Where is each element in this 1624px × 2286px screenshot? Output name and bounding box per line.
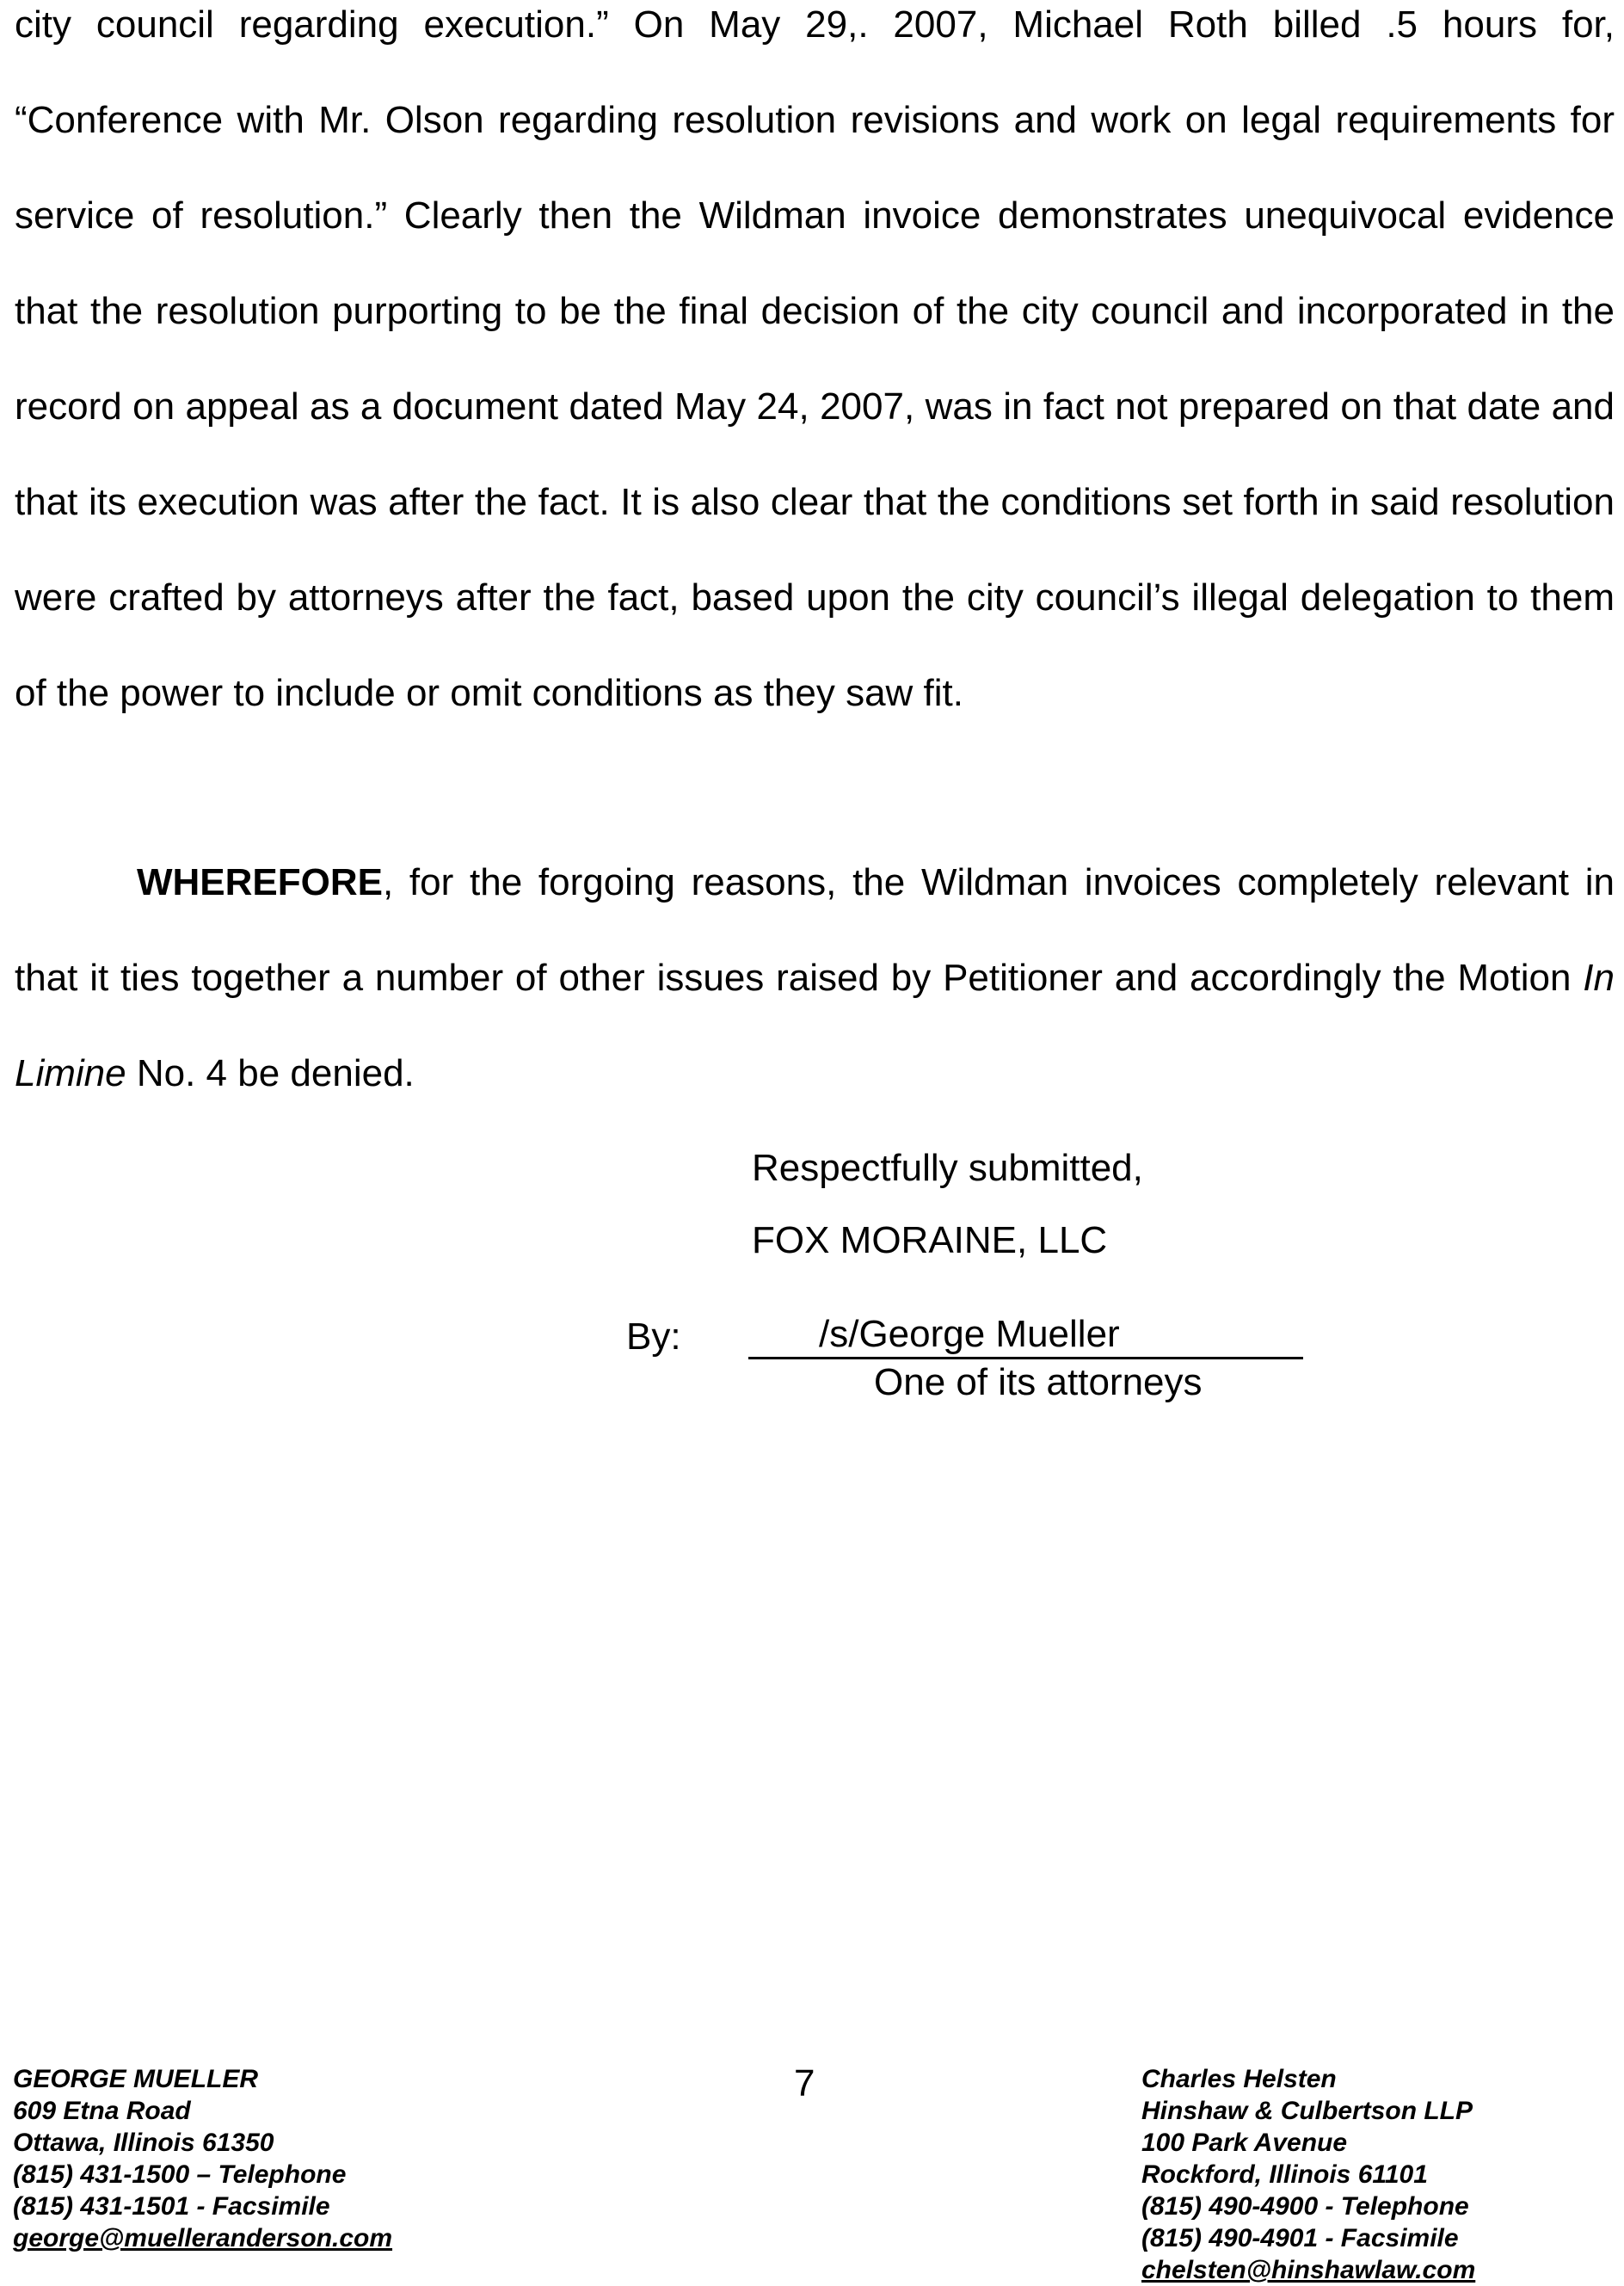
- footer-right-phone: (815) 490-4900 - Telephone: [1141, 2192, 1469, 2221]
- footer-right-address1: 100 Park Avenue: [1141, 2129, 1348, 2157]
- footer-right-email-link[interactable]: chelsten@hinshawlaw.com: [1141, 2256, 1476, 2284]
- paragraph-text: city council regarding execution.” On May 29,. 2007, Michael Roth billed .5 hours for, “Conference with Mr. Olson regarding resolution revisions and work on legal requirements for service of resolution.” Clearly then the Wildman invoice demonstrates unequivocal evidence that the resolution purporting to be the final decision of the city council and incorporated in the record on appeal as a document dated May 24, 2007, was in fact not prepared on that date and that its execution was after the fact. It is also clear that the conditions set forth in said resolution were crafted by attorneys after the fact, based upon the city council’s illegal delegation to them of the power to include or omit conditions as they saw fit.: [15, 3, 1615, 714]
- footer-left-fax: (815) 431-1501 - Facsimile: [13, 2192, 330, 2221]
- footer-right-name: Charles Helsten: [1141, 2065, 1337, 2093]
- signer-title: One of its attorneys: [874, 1361, 1203, 1403]
- body-paragraph-continuation: [15, 0, 1615, 741]
- by-label: By:: [626, 1316, 681, 1358]
- in-limine-term: In Limine: [15, 957, 1615, 1094]
- footer-left-address1: 609 Etna Road: [13, 2097, 191, 2125]
- page-number: 7: [794, 2062, 815, 2104]
- footer-left-contact: [13, 2063, 392, 2254]
- wherefore-body-2: No. 4 be denied.: [126, 1052, 415, 1094]
- signature-line: [748, 1313, 1303, 1359]
- footer-right-contact: [1141, 2063, 1475, 2286]
- wherefore-text: [15, 835, 1615, 1121]
- wherefore-paragraph: [15, 835, 1615, 1121]
- wherefore-lead: WHEREFORE: [137, 861, 383, 903]
- footer-left-phone: (815) 431-1500 – Telephone: [13, 2160, 347, 2189]
- footer-right-firm: Hinshaw & Culbertson LLP: [1141, 2097, 1473, 2125]
- footer-right-fax: (815) 490-4901 - Facsimile: [1141, 2224, 1459, 2252]
- signer-name: /s/George Mueller: [819, 1313, 1120, 1355]
- footer-left-address2: Ottawa, Illinois 61350: [13, 2129, 274, 2157]
- wherefore-body-1: , for the forgoing reasons, the Wildman invoices completely relevant in that it ties together a number of other issues raised by Petitioner and accordingly the Motion: [15, 861, 1615, 999]
- firm-name: FOX MORAINE, LLC: [752, 1219, 1108, 1261]
- footer-left-name: GEORGE MUELLER: [13, 2065, 259, 2093]
- footer-right-address2: Rockford, Illinois 61101: [1141, 2160, 1428, 2189]
- footer-left-email-link[interactable]: george@muelleranderson.com: [13, 2224, 393, 2252]
- closing-line: Respectfully submitted,: [752, 1147, 1143, 1189]
